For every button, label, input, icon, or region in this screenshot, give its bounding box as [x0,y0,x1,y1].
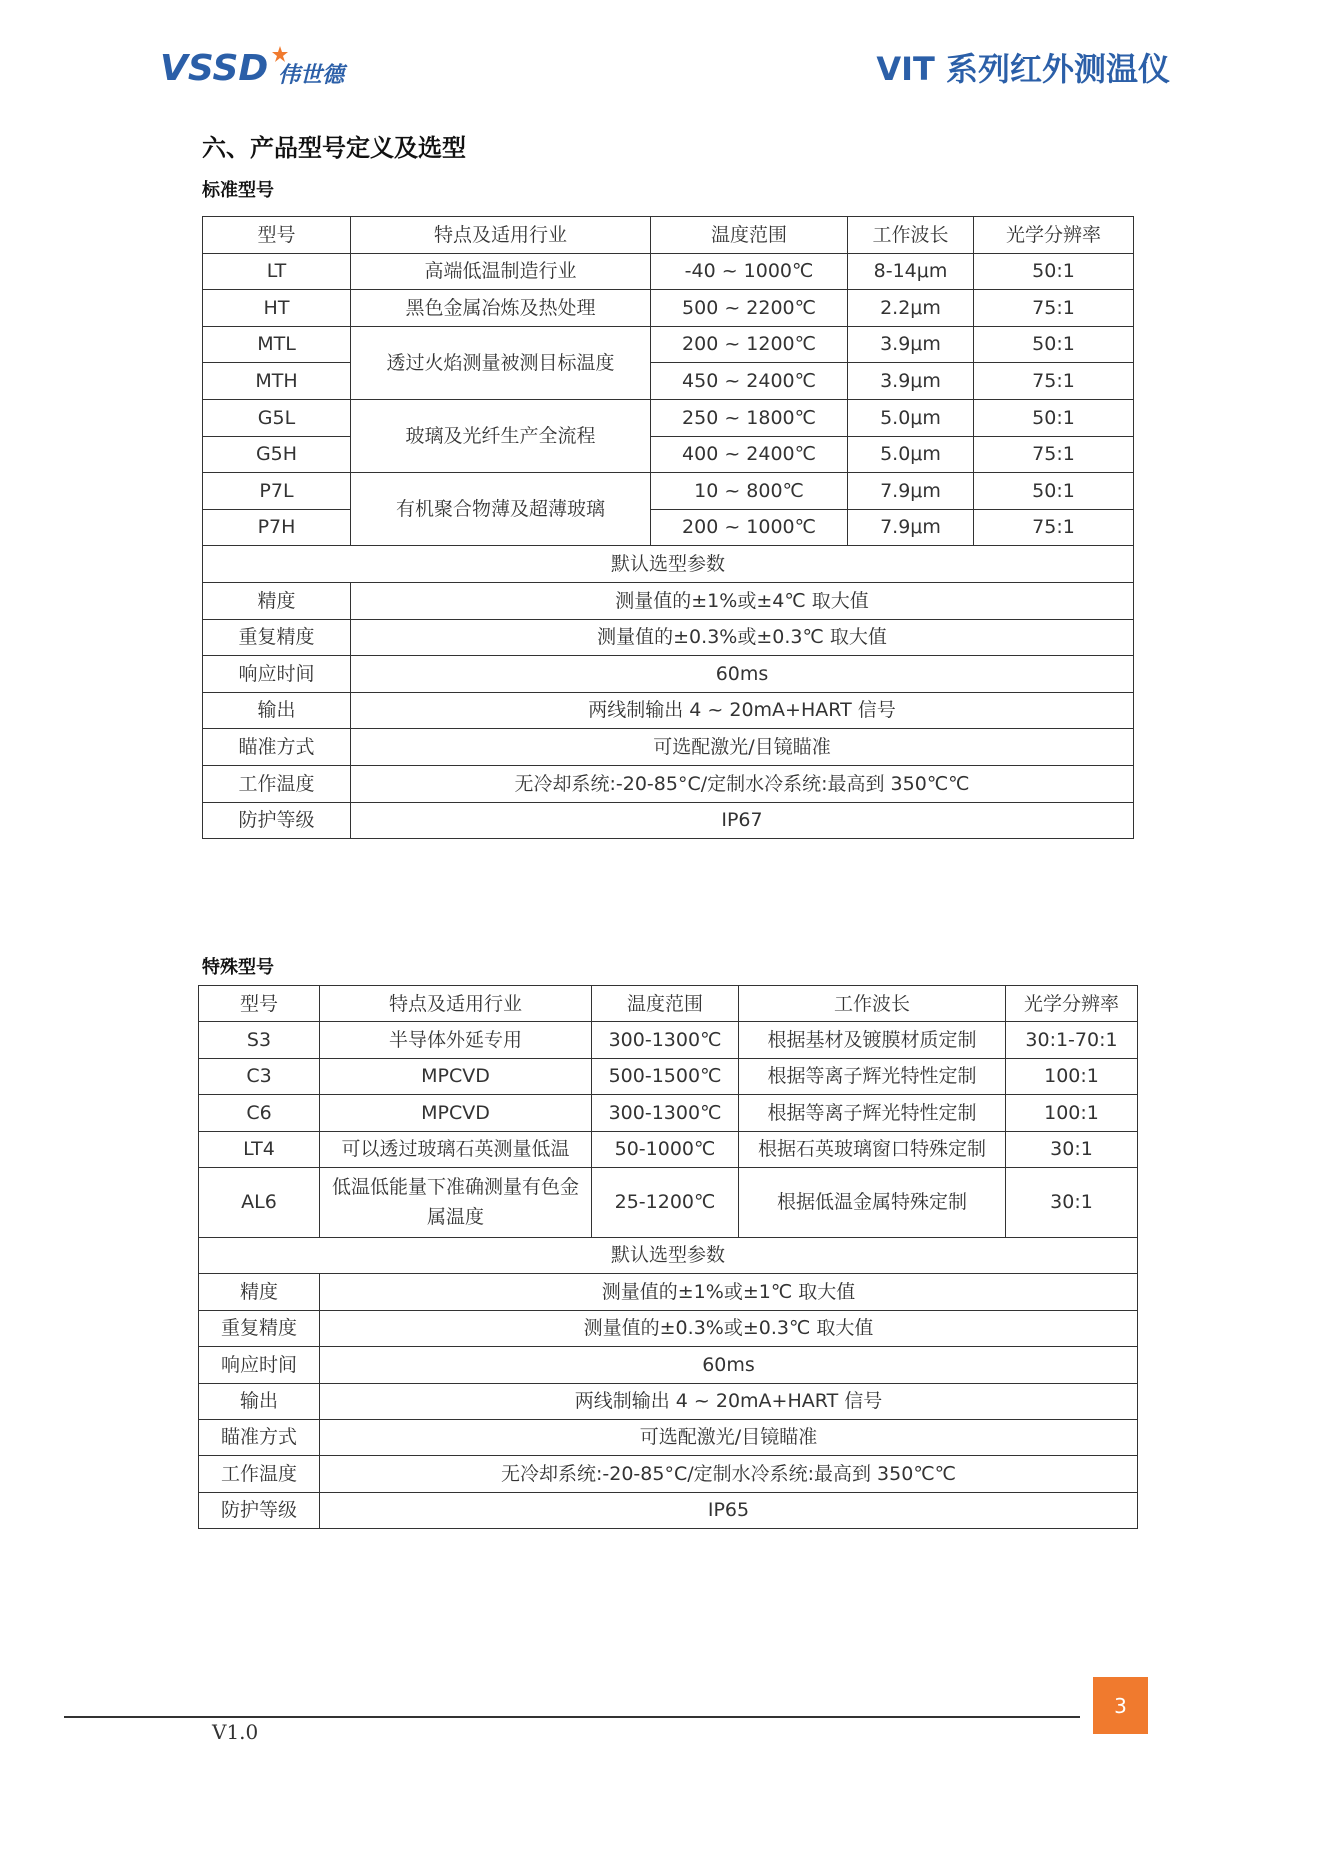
cell-range: 10 ~ 800℃ [651,473,848,510]
param-row [199,1310,1138,1346]
cell-industry: 半导体外延专用 [320,1022,592,1058]
special-subtitle: 特殊型号 [202,957,274,978]
header-industry: 特点及适用行业 [320,986,592,1022]
param-row [203,802,1134,839]
table-header-row [199,986,1138,1022]
param-row [199,1383,1138,1419]
cell-industry: 透过火焰测量被测目标温度 [351,326,651,399]
page-number-badge: 3 [1093,1677,1148,1734]
param-label: 响应时间 [203,656,351,693]
cell-industry: MPCVD [320,1058,592,1094]
cell-range: -40 ~ 1000℃ [651,253,848,290]
cell-model: MTL [203,326,351,363]
table-row [203,363,1134,400]
section-title: 六、产品型号定义及选型 [202,134,466,162]
footer-divider [64,1716,1080,1718]
svg-text:VSSD: VSSD [160,48,269,89]
param-value: 测量值的±0.3%或±0.3℃ 取大值 [320,1310,1138,1346]
cell-wavelength: 7.9μm [848,473,974,510]
cell-range: 500-1500℃ [592,1058,739,1094]
table-row [199,1022,1138,1058]
cell-range: 300-1300℃ [592,1022,739,1058]
cell-resolution: 75:1 [974,436,1134,473]
cell-range: 25-1200℃ [592,1167,739,1237]
default-params-title: 默认选型参数 [199,1237,1138,1273]
param-label: 工作温度 [203,765,351,802]
cell-wavelength: 2.2μm [848,290,974,327]
param-label: 响应时间 [199,1347,320,1383]
param-label: 重复精度 [199,1310,320,1346]
cell-industry: 可以透过玻璃石英测量低温 [320,1131,592,1167]
header-resolution: 光学分辨率 [1006,986,1138,1022]
cell-resolution: 50:1 [974,399,1134,436]
header-model: 型号 [203,217,351,254]
param-row [199,1456,1138,1492]
svg-text:伟世德: 伟世德 [278,63,345,88]
cell-wavelength: 7.9μm [848,509,974,546]
cell-model: MTH [203,363,351,400]
param-label: 防护等级 [203,802,351,839]
cell-model: S3 [199,1022,320,1058]
param-row [199,1274,1138,1310]
cell-model: P7H [203,509,351,546]
header-model: 型号 [199,986,320,1022]
cell-resolution: 50:1 [974,473,1134,510]
param-row [203,765,1134,802]
cell-model: G5L [203,399,351,436]
company-logo [160,42,360,92]
cell-range: 50-1000℃ [592,1131,739,1167]
standard-models-table [202,216,1134,839]
param-value: 60ms [320,1347,1138,1383]
param-row [199,1347,1138,1383]
param-value: 无冷却系统:-20-85°C/定制水冷系统:最高到 350℃℃ [320,1456,1138,1492]
cell-resolution: 100:1 [1006,1058,1138,1094]
header-wavelength: 工作波长 [739,986,1006,1022]
table-row [203,326,1134,363]
table-row [199,1167,1138,1237]
cell-resolution: 30:1 [1006,1167,1138,1237]
cell-wavelength: 根据等离子辉光特性定制 [739,1058,1006,1094]
param-value: 两线制输出 4 ~ 20mA+HART 信号 [320,1383,1138,1419]
version-label: V1.0 [212,1720,259,1744]
cell-wavelength: 根据低温金属特殊定制 [739,1167,1006,1237]
header-wavelength: 工作波长 [848,217,974,254]
cell-range: 400 ~ 2400℃ [651,436,848,473]
table-row [203,473,1134,510]
param-value: 60ms [351,656,1134,693]
cell-range: 200 ~ 1000℃ [651,509,848,546]
table-row [199,1058,1138,1094]
param-value: IP67 [351,802,1134,839]
param-label: 精度 [203,582,351,619]
table-header-row [203,217,1134,254]
param-label: 输出 [203,692,351,729]
param-label: 精度 [199,1274,320,1310]
param-value: 可选配激光/目镜瞄准 [351,729,1134,766]
cell-model: LT4 [199,1131,320,1167]
special-models-table [198,985,1138,1529]
param-label: 瞄准方式 [203,729,351,766]
cell-range: 200 ~ 1200℃ [651,326,848,363]
param-row [199,1419,1138,1455]
cell-industry: 低温低能量下准确测量有色金属温度 [320,1167,592,1237]
table-row [203,509,1134,546]
table-row [203,253,1134,290]
default-params-title-row [199,1237,1138,1273]
cell-range: 500 ~ 2200℃ [651,290,848,327]
param-row [203,692,1134,729]
cell-resolution: 30:1 [1006,1131,1138,1167]
cell-resolution: 75:1 [974,290,1134,327]
default-params-title: 默认选型参数 [203,546,1134,583]
logo-star-icon [272,46,288,62]
document-title: VIT 系列红外测温仪 [876,50,1170,88]
param-value: IP65 [320,1492,1138,1528]
cell-industry: 黑色金属冶炼及热处理 [351,290,651,327]
param-row [203,619,1134,656]
cell-industry: 有机聚合物薄及超薄玻璃 [351,473,651,546]
cell-model: AL6 [199,1167,320,1237]
cell-wavelength: 5.0μm [848,436,974,473]
header-resolution: 光学分辨率 [974,217,1134,254]
cell-resolution: 50:1 [974,326,1134,363]
param-label: 重复精度 [203,619,351,656]
cell-model: LT [203,253,351,290]
cell-wavelength: 5.0μm [848,399,974,436]
param-row [203,729,1134,766]
cell-industry: 玻璃及光纤生产全流程 [351,399,651,472]
param-label: 输出 [199,1383,320,1419]
cell-resolution: 100:1 [1006,1095,1138,1131]
table-row [199,1095,1138,1131]
cell-industry: 高端低温制造行业 [351,253,651,290]
param-value: 可选配激光/目镜瞄准 [320,1419,1138,1455]
cell-resolution: 75:1 [974,509,1134,546]
cell-resolution: 30:1-70:1 [1006,1022,1138,1058]
standard-subtitle: 标准型号 [202,180,274,201]
table-row [203,290,1134,327]
cell-model: C3 [199,1058,320,1094]
cell-wavelength: 8-14μm [848,253,974,290]
cell-wavelength: 根据等离子辉光特性定制 [739,1095,1006,1131]
cell-model: C6 [199,1095,320,1131]
header-range: 温度范围 [592,986,739,1022]
header-range: 温度范围 [651,217,848,254]
header-industry: 特点及适用行业 [351,217,651,254]
param-value: 测量值的±1%或±4℃ 取大值 [351,582,1134,619]
table-row [199,1131,1138,1167]
param-row [199,1492,1138,1528]
param-value: 测量值的±0.3%或±0.3℃ 取大值 [351,619,1134,656]
param-label: 瞄准方式 [199,1419,320,1455]
cell-range: 450 ~ 2400℃ [651,363,848,400]
cell-industry: MPCVD [320,1095,592,1131]
table-row [203,399,1134,436]
param-row [203,582,1134,619]
cell-model: HT [203,290,351,327]
cell-range: 250 ~ 1800℃ [651,399,848,436]
cell-wavelength: 3.9μm [848,363,974,400]
param-label: 工作温度 [199,1456,320,1492]
param-label: 防护等级 [199,1492,320,1528]
param-row [203,656,1134,693]
cell-range: 300-1300℃ [592,1095,739,1131]
param-value: 测量值的±1%或±1℃ 取大值 [320,1274,1138,1310]
cell-resolution: 75:1 [974,363,1134,400]
param-value: 无冷却系统:-20-85°C/定制水冷系统:最高到 350℃℃ [351,765,1134,802]
cell-model: G5H [203,436,351,473]
cell-wavelength: 根据石英玻璃窗口特殊定制 [739,1131,1006,1167]
cell-model: P7L [203,473,351,510]
cell-resolution: 50:1 [974,253,1134,290]
cell-wavelength: 3.9μm [848,326,974,363]
param-value: 两线制输出 4 ~ 20mA+HART 信号 [351,692,1134,729]
cell-wavelength: 根据基材及镀膜材质定制 [739,1022,1006,1058]
table-row [203,436,1134,473]
default-params-title-row [203,546,1134,583]
